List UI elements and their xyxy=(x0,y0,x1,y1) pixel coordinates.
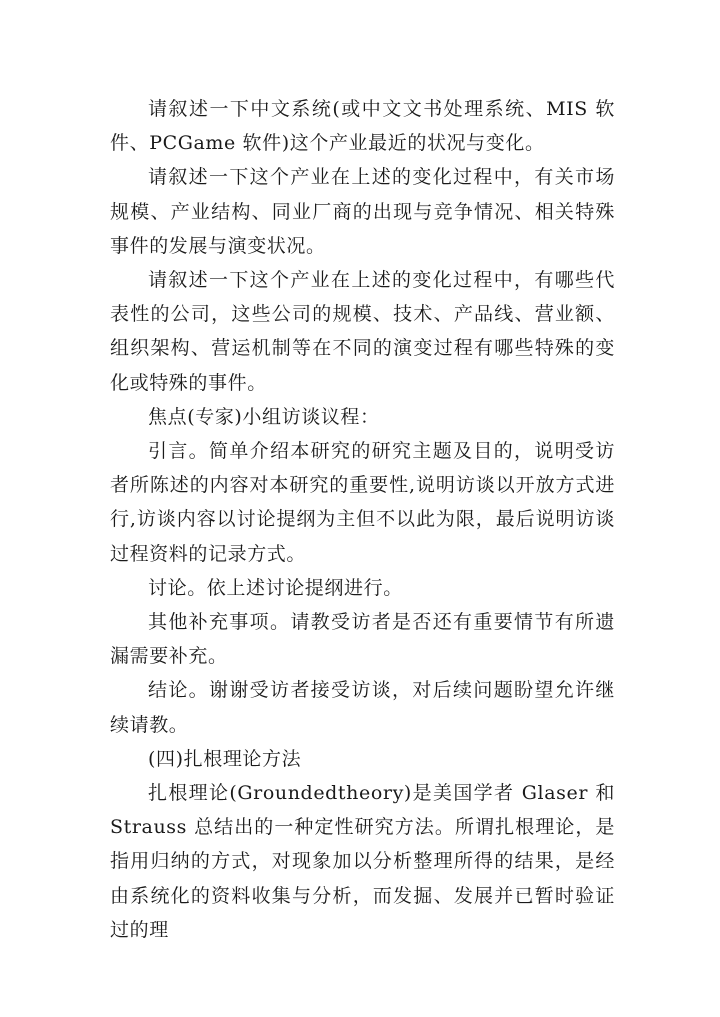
paragraph-industry-status: 请叙述一下中文系统(或中文文书处理系统、MIS 软件、PCGame 软件)这个产业最近的状况与变化。 xyxy=(110,98,615,155)
paragraph-representative-companies: 请叙述一下这个产业在上述的变化过程中，有哪些代表性的公司，这些公司的规模、技术、产品线、营业额、组织架构、营运机制等在不同的演变过程有哪些特殊的变化或特殊的事件。 xyxy=(110,269,615,394)
paragraph-introduction: 引言。简单介绍本研究的研究主题及目的，说明受访者所陈述的内容对本研究的重要性,说明访谈以开放方式进行,访谈内容以讨论提纲为主但不以此为限，最后说明访谈过程资料的记录方式。 xyxy=(110,440,615,565)
section-heading-grounded-theory: (四)扎根理论方法 xyxy=(148,747,302,770)
paragraph-market-changes: 请叙述一下这个产业在上述的变化过程中，有关市场规模、产业结构、同业厂商的出现与竞争情况、相关特殊事件的发展与演变状况。 xyxy=(110,166,615,257)
document-body xyxy=(110,92,615,947)
paragraph-grounded-theory: 扎根理论(Groundedtheory)是美国学者 Glaser 和 Strauss 总结出的一种定性研究方法。所谓扎根理论，是指用归纳的方式，对现象加以分析整理所得的结果，是经由系统化的资料收集与分析，而发掘、发展并已暂时验证过的理 xyxy=(110,782,615,941)
paragraph-discussion: 讨论。依上述讨论提纲进行。 xyxy=(148,576,403,599)
focus-group-agenda-heading: 焦点(专家)小组访谈议程： xyxy=(148,405,380,428)
paragraph-conclusion: 结论。谢谢受访者接受访谈，对后续问题盼望允许继续请教。 xyxy=(110,679,615,736)
paragraph-supplementary: 其他补充事项。请教受访者是否还有重要情节有所遗漏需要补充。 xyxy=(110,611,615,668)
